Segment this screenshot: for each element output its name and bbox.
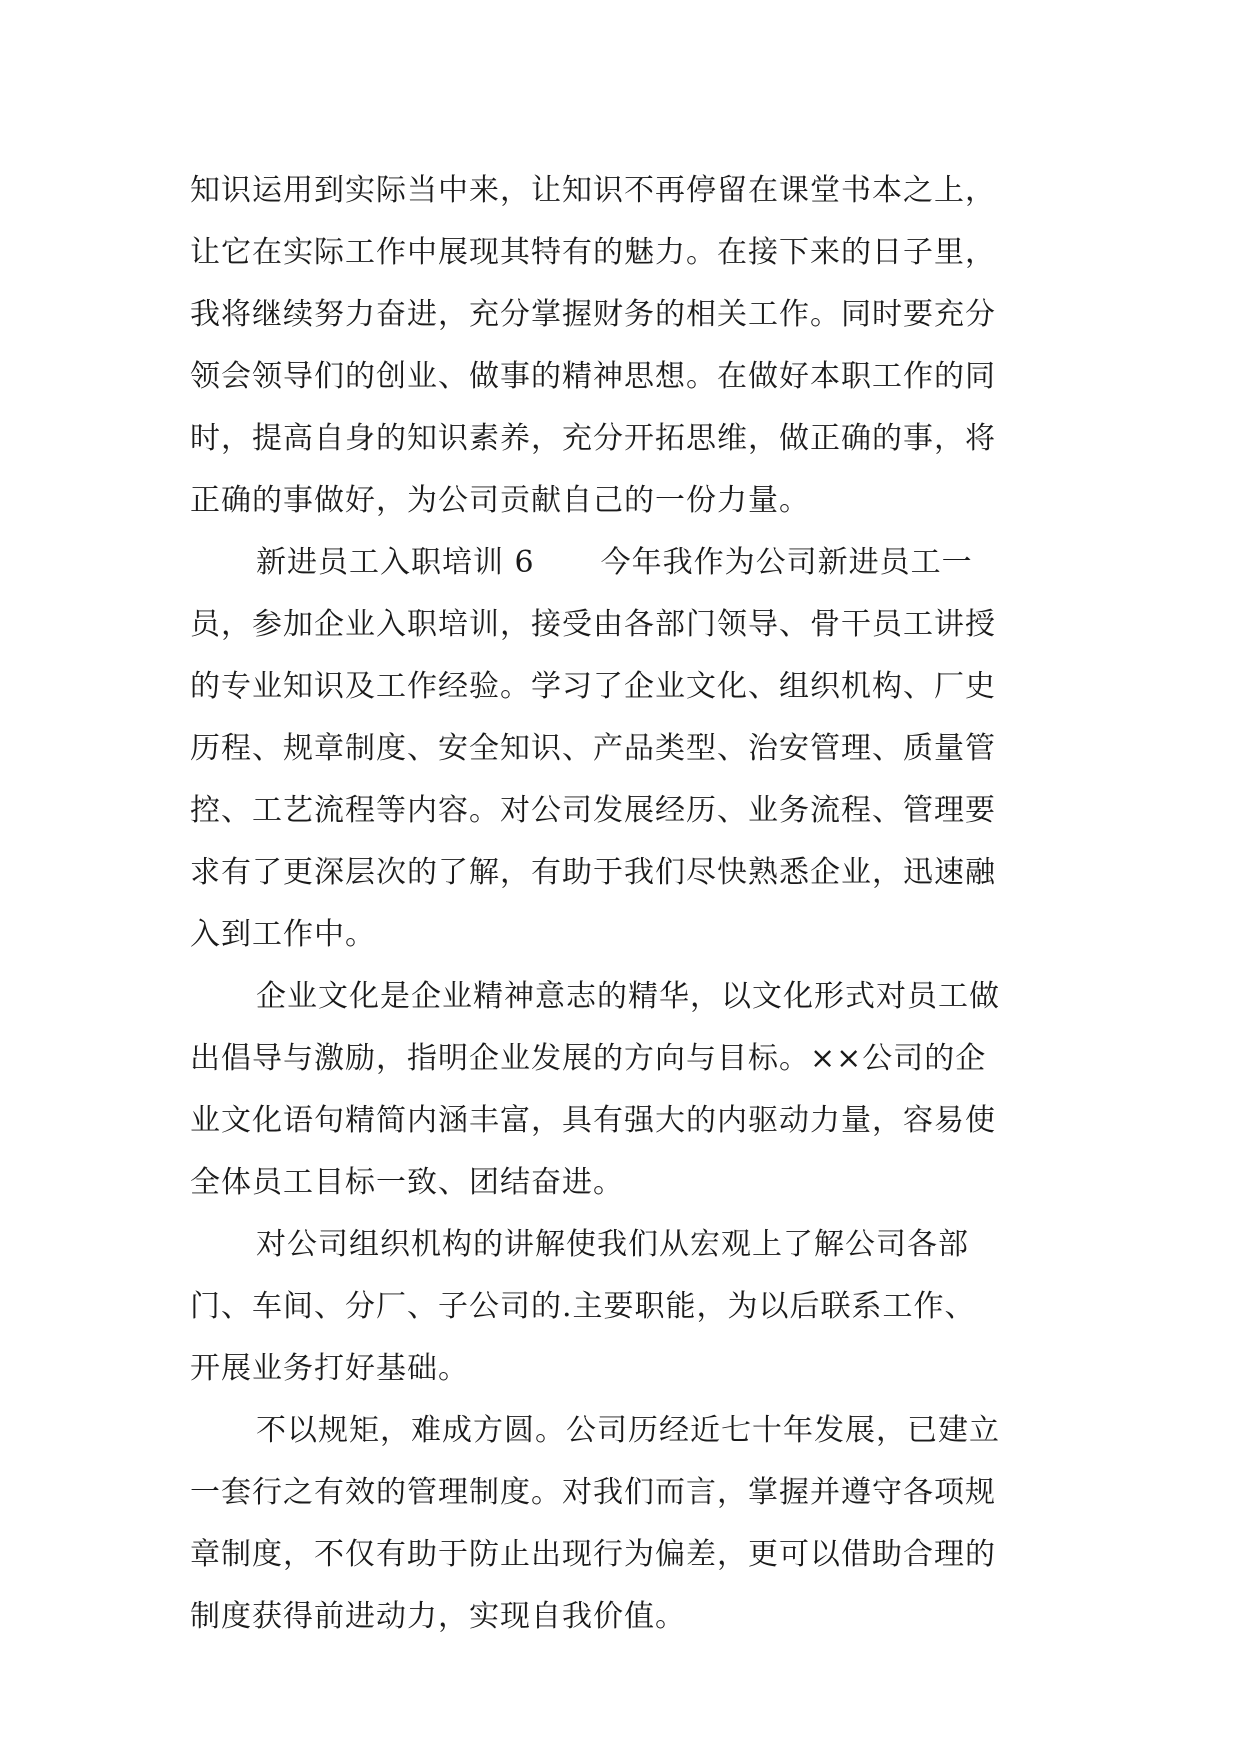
text-line: 入到工作中。 [190,917,376,952]
text-line: 业文化语句精简内涵丰富，具有强大的内驱动力量，容易使 [190,1103,996,1138]
text-line: 对公司组织机构的讲解使我们从宏观上了解公司各部 [256,1227,969,1262]
text-line: 章制度，不仅有助于防止出现行为偏差，更可以借助合理的 [190,1537,996,1572]
text-line: 控、工艺流程等内容。对公司发展经历、业务流程、管理要 [190,793,996,828]
text-line: 让它在实际工作中展现其特有的魅力。在接下来的日子里， [190,235,996,270]
text-line: 员，参加企业入职培训，接受由各部门领导、骨干员工讲授 [190,607,996,642]
text-line: 制度获得前进动力，实现自我价值。 [190,1599,686,1634]
text-line: 一套行之有效的管理制度。对我们而言，掌握并遵守各项规 [190,1475,996,1510]
document-body [190,160,1070,1648]
paragraph [190,1214,1070,1400]
paragraph [190,1400,1070,1648]
text-line: 不以规矩，难成方圆。公司历经近七十年发展，已建立 [256,1413,1000,1448]
paragraph [190,160,1070,532]
paragraph [190,532,1070,966]
text-line: 我将继续努力奋进，充分掌握财务的相关工作。同时要充分 [190,297,996,332]
text-line: 领会领导们的创业、做事的精神思想。在做好本职工作的同 [190,359,996,394]
text-line-fragment: 今年我作为公司新进员工一 [600,545,973,580]
text-line: 求有了更深层次的了解，有助于我们尽快熟悉企业，迅速融 [190,855,996,890]
section-heading: 新进员工入职培训 6 [256,545,535,580]
text-line: 全体员工目标一致、团结奋进。 [190,1165,624,1200]
text-line: 企业文化是企业精神意志的精华，以文化形式对员工做 [256,979,1000,1014]
section-heading-line [190,532,1070,594]
text-line: 开展业务打好基础。 [190,1351,469,1386]
text-line: 时，提高自身的知识素养，充分开拓思维，做正确的事，将 [190,421,996,456]
text-line: 历程、规章制度、安全知识、产品类型、治安管理、质量管 [190,731,996,766]
text-line: 门、车间、分厂、子公司的.主要职能，为以后联系工作、 [190,1289,976,1324]
paragraph [190,966,1070,1214]
text-line: 出倡导与激励，指明企业发展的方向与目标。××公司的企 [190,1041,987,1076]
text-line: 知识运用到实际当中来，让知识不再停留在课堂书本之上， [190,173,996,208]
text-line: 正确的事做好，为公司贡献自己的一份力量。 [190,483,810,518]
text-line: 的专业知识及工作经验。学习了企业文化、组织机构、厂史 [190,669,996,704]
